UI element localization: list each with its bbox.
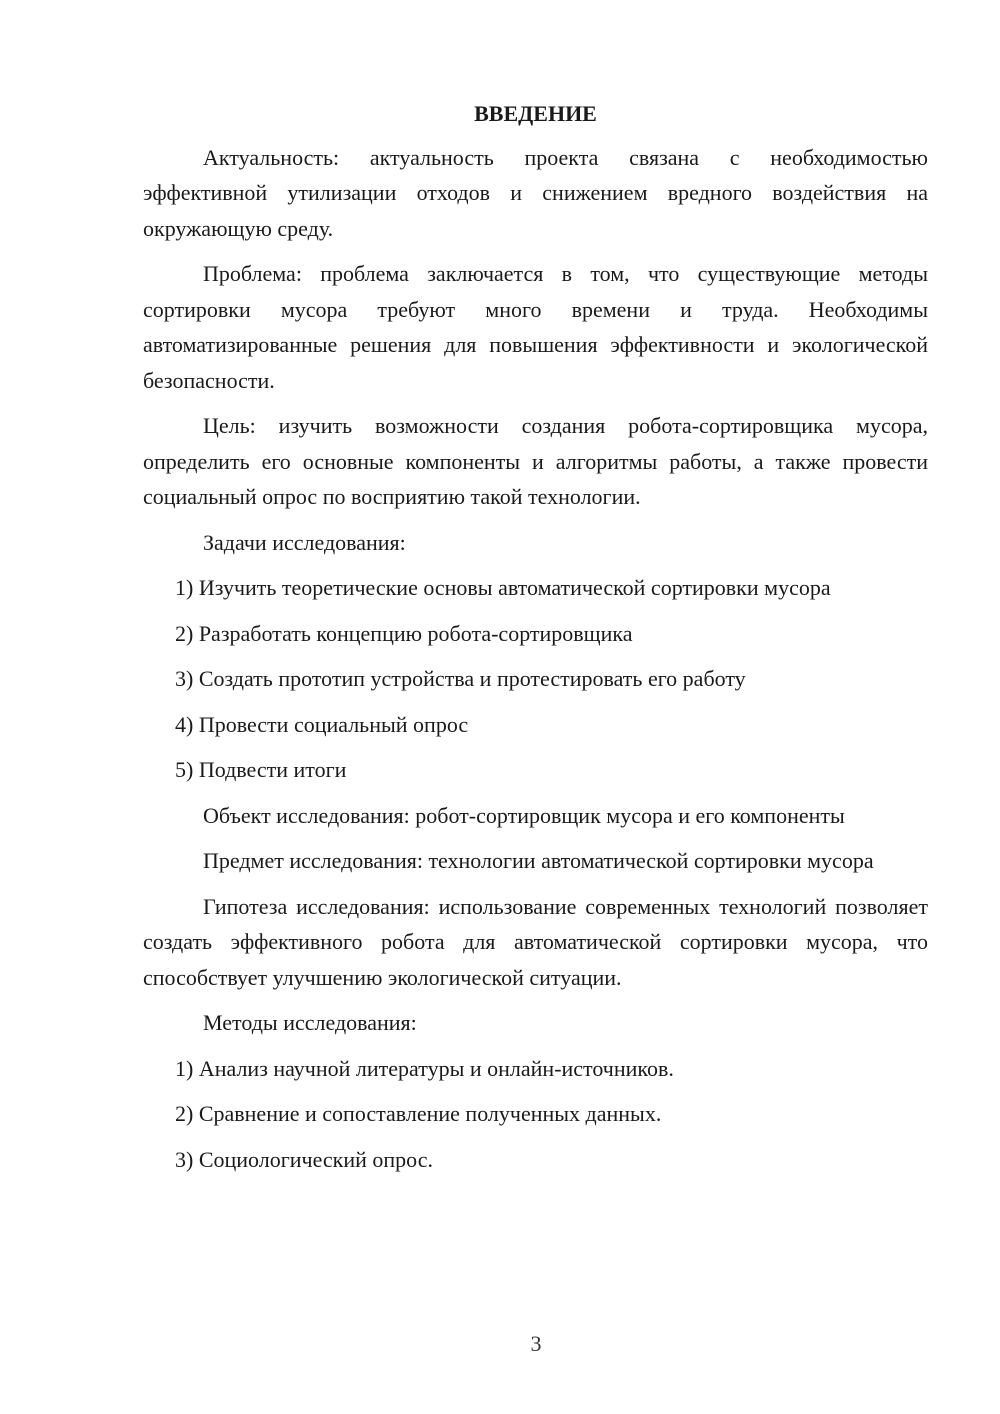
paragraph-subject: Предмет исследования: технологии автоматической сортировки мусора (203, 848, 874, 873)
tasks-list (143, 570, 928, 788)
paragraph-problem: Проблема: проблема заключается в том, что существующие методы сортировки мусора требуют много времени и труда. Необходимы автоматизированные решения для повышения эффективности и экологической безопасности. (143, 261, 928, 393)
list-item: 3) Создать прототип устройства и протестировать его работу (175, 666, 746, 691)
list-item: 2) Сравнение и сопоставление полученных данных. (175, 1101, 662, 1126)
list-item: 3) Социологический опрос. (175, 1146, 433, 1172)
paragraph-hypothesis: Гипотеза исследования: использование современных технологий позволяет создать эффективного робота для автоматической сортировки мусора, что способствует улучшению экологической ситуации. (143, 893, 928, 990)
list-item: 2) Разработать концепцию робота-сортировщика (175, 620, 633, 646)
page-content (143, 96, 928, 1187)
methods-label: Методы исследования: (203, 1010, 417, 1035)
page-number: 3 (530, 1331, 542, 1356)
list-item: 4) Провести социальный опрос (175, 711, 469, 737)
list-item: 1) Анализ научной литературы и онлайн-источников. (175, 1055, 674, 1081)
paragraph-relevance: Актуальность: актуальность проекта связана с необходимостью эффективной утилизации отходов и снижением вредного воздействия на окружающую среду. (143, 144, 928, 241)
tasks-label: Задачи исследования: (203, 529, 406, 555)
list-item: 1) Изучить теоретические основы автоматической сортировки мусора (175, 575, 831, 600)
section-title: ВВЕДЕНИЕ (474, 101, 597, 126)
list-item: 5) Подвести итоги (175, 757, 347, 782)
paragraph-object: Объект исследования: робот-сортировщик мусора и его компоненты (203, 802, 845, 828)
paragraph-goal: Цель: изучить возможности создания робота-сортировщика мусора, определить его основные компоненты и алгоритмы работы, а также провести социальный опрос по восприятию такой технологии. (143, 413, 928, 509)
methods-list (143, 1051, 928, 1178)
